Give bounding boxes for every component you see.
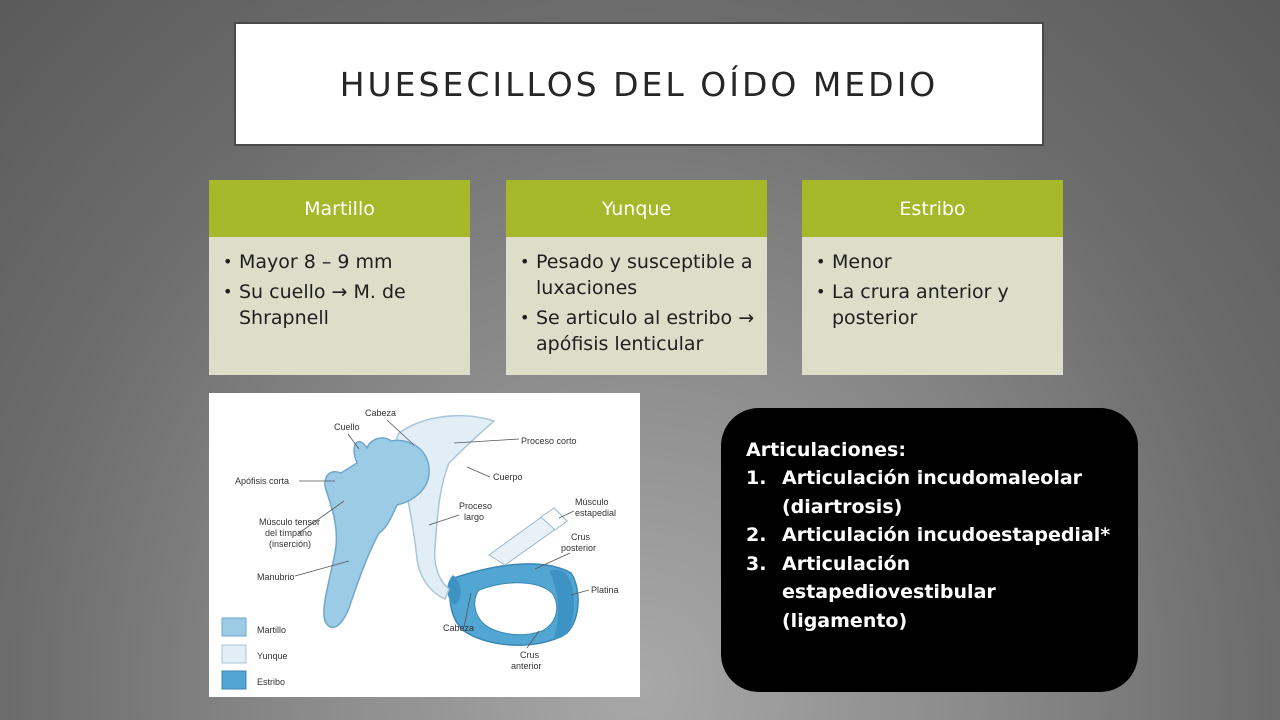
item-number: 1.: [746, 467, 767, 489]
legend-swatch-yunque: [222, 645, 246, 663]
label-crus-anterior: anterior: [511, 661, 542, 671]
card-martillo: [209, 180, 470, 375]
diagram-legend: [222, 618, 288, 689]
label-musculo-estapedial: estapedial: [575, 508, 617, 518]
card-header: Yunque: [506, 180, 767, 237]
label-musculo-tensor: (inserción): [269, 539, 312, 549]
articulacion-item: [746, 550, 1118, 636]
articulaciones-box: [721, 408, 1138, 692]
articulacion-item: [746, 521, 1118, 550]
label-cabeza-estribo: Cabeza: [443, 623, 475, 633]
label-platina: Platina: [591, 585, 619, 595]
label-apofisis-corta: Apófisis corta: [235, 476, 290, 486]
item-number: 2.: [746, 524, 767, 546]
label-cuerpo: Cuerpo: [493, 472, 523, 482]
articulacion-item: [746, 464, 1118, 521]
label-proceso-largo: Proceso: [459, 501, 493, 511]
card-body: [802, 237, 1063, 375]
legend-label-estribo: Estribo: [257, 677, 286, 687]
estribo-shape: [447, 564, 578, 645]
item-number: 3.: [746, 552, 767, 575]
label-proceso-largo: largo: [464, 512, 485, 522]
card-bullet: • Se articulo al estribo → apófisis lenticular: [518, 305, 755, 357]
title-box: [234, 22, 1044, 146]
legend-label-yunque: Yunque: [257, 651, 288, 661]
card-header: Martillo: [209, 180, 470, 237]
legend-swatch-martillo: [222, 618, 246, 636]
ossicles-diagram: [209, 393, 640, 697]
card-body: [209, 237, 470, 375]
articulaciones-heading: Articulaciones:: [746, 439, 906, 461]
card-bullet: • Menor: [814, 249, 1051, 275]
item-text: Articulación incudomaleolar (diartrosis): [782, 467, 1083, 518]
articulaciones-list: [746, 464, 1118, 635]
card-estribo: [802, 180, 1063, 375]
label-proceso-corto: Proceso corto: [521, 436, 577, 446]
card-header: Estribo: [802, 180, 1063, 237]
label-musculo-tensor: Músculo tensor: [259, 517, 321, 527]
label-cabeza-martillo: Cabeza: [365, 408, 397, 418]
legend-swatch-estribo: [222, 671, 246, 689]
slide-title: HUESECILLOS DEL OÍDO MEDIO: [339, 64, 939, 104]
label-crus-posterior: Crus: [571, 532, 591, 542]
label-cuello: Cuello: [334, 422, 360, 432]
item-text: Articulación incudoestapedial*: [782, 524, 1111, 546]
card-bullet: • La crura anterior y posterior: [814, 279, 1051, 331]
item-text: Articulación estapediovestibular (ligamento): [782, 552, 996, 632]
ossicles-illustration: [209, 393, 640, 697]
card-bullet: • Mayor 8 – 9 mm: [221, 249, 458, 275]
card-bullet: • Su cuello → M. de Shrapnell: [221, 279, 458, 331]
card-body: [506, 237, 767, 375]
label-crus-posterior: posterior: [561, 543, 597, 553]
legend-label-martillo: Martillo: [257, 625, 287, 635]
card-yunque: [506, 180, 767, 375]
label-crus-anterior: Crus: [520, 650, 540, 660]
label-musculo-tensor: del tímpano: [265, 528, 313, 538]
card-bullet: • Pesado y susceptible a luxaciones: [518, 249, 755, 301]
label-musculo-estapedial: Músculo: [575, 497, 609, 507]
label-manubrio: Manubrio: [257, 572, 295, 582]
